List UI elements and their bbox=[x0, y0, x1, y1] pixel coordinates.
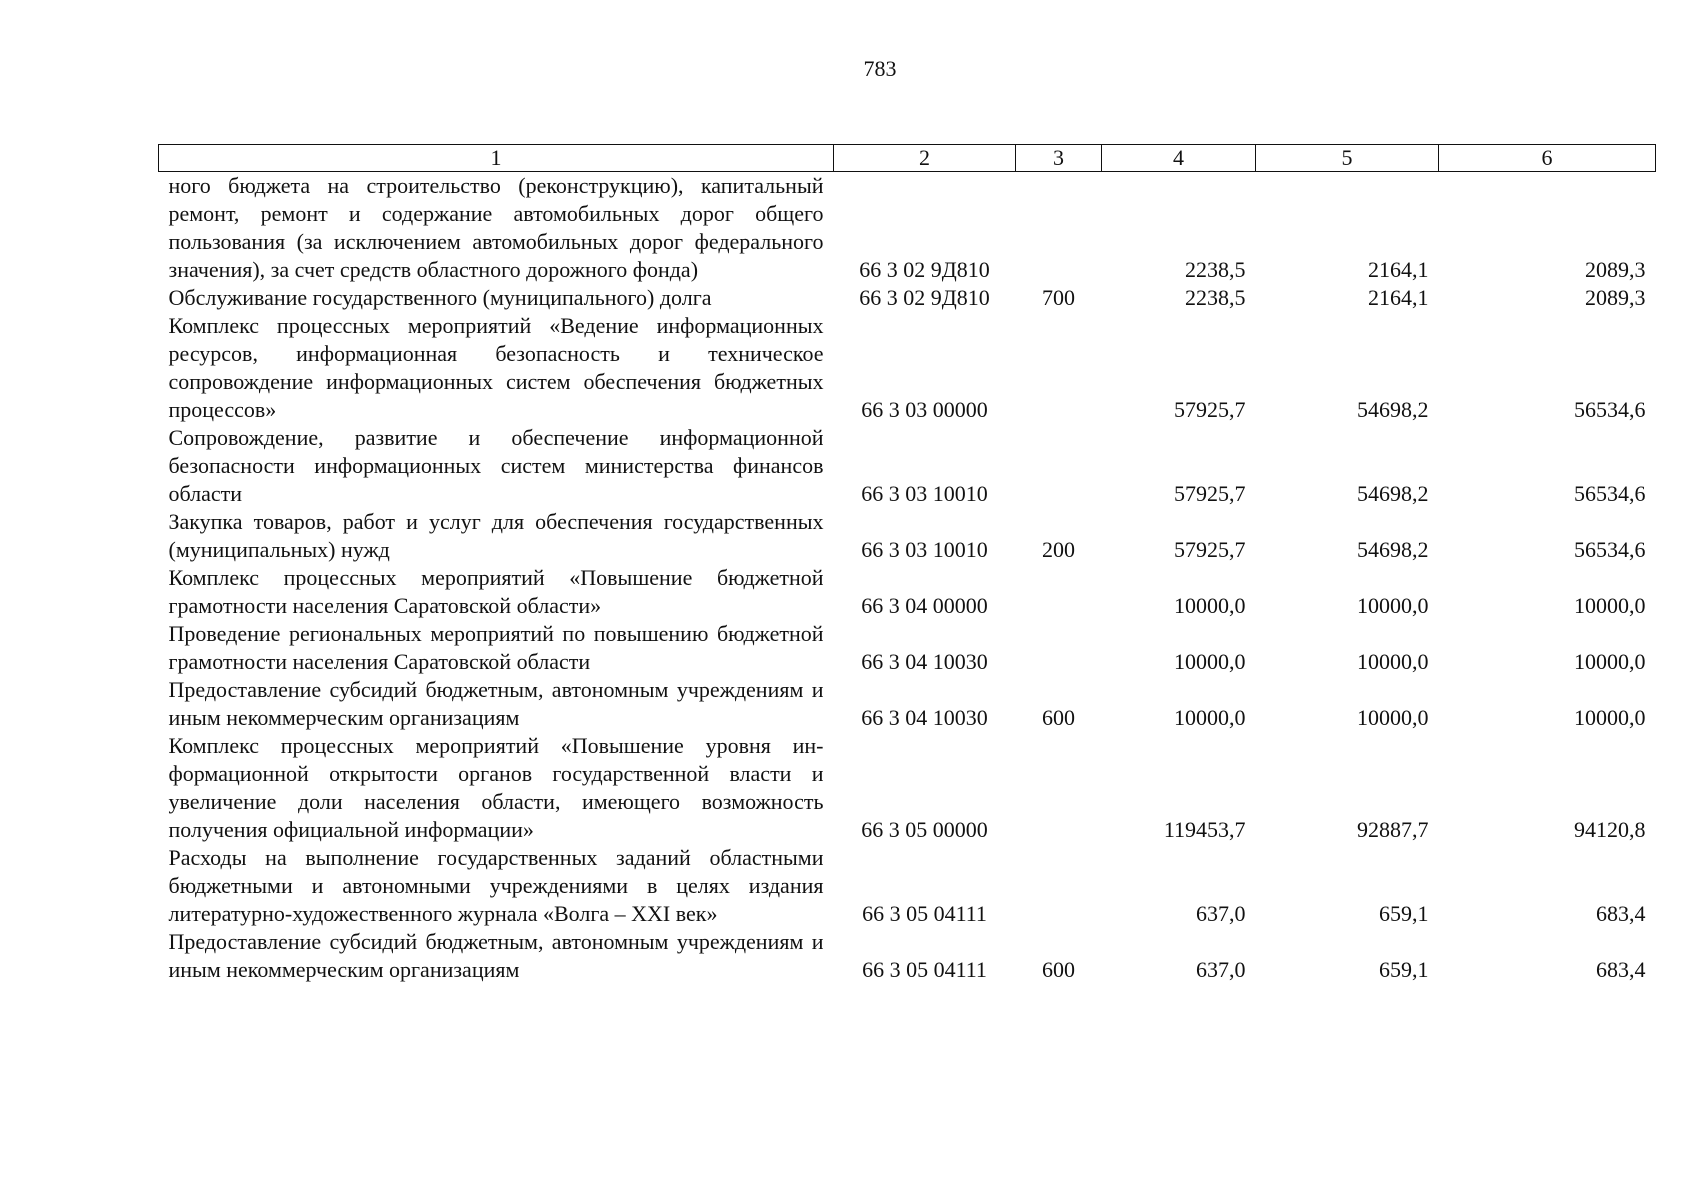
target-code: 66 3 04 10030 bbox=[861, 649, 988, 674]
table-row bbox=[159, 928, 1656, 984]
column-header-2: 2 bbox=[834, 145, 1016, 172]
target-code: 66 3 02 9Д810 bbox=[859, 257, 990, 282]
expense-type bbox=[1016, 172, 1102, 285]
table-row bbox=[159, 732, 1656, 844]
value-col-5: 10000,0 bbox=[1357, 649, 1429, 674]
value-col-4: 57925,7 bbox=[1174, 397, 1246, 422]
value-col-6: 10000,0 bbox=[1574, 593, 1646, 618]
row-name: Сопровождение, развитие и обеспечение информационной безопасности информационных систем министерства финансов области bbox=[168, 425, 824, 506]
value-col-5: 10000,0 bbox=[1357, 705, 1429, 730]
column-header-1: 1 bbox=[159, 145, 834, 172]
value-col-6: 10000,0 bbox=[1574, 649, 1646, 674]
value-col-6: 2089,3 bbox=[1585, 257, 1646, 282]
target-code: 66 3 05 04111 bbox=[862, 957, 987, 982]
value-col-5: 659,1 bbox=[1379, 901, 1429, 926]
target-code: 66 3 03 10010 bbox=[861, 481, 988, 506]
value-col-4: 57925,7 bbox=[1174, 481, 1246, 506]
value-col-6: 56534,6 bbox=[1574, 537, 1646, 562]
table-body bbox=[159, 172, 1656, 985]
row-name: Предоставление субсидий бюджетным, автономным учреждениям и иным некоммерческим организациям bbox=[168, 677, 824, 730]
column-header-4: 4 bbox=[1102, 145, 1256, 172]
value-col-4: 2238,5 bbox=[1185, 257, 1246, 282]
expense-type: 200 bbox=[1042, 537, 1075, 562]
value-col-5: 92887,7 bbox=[1357, 817, 1429, 842]
value-col-6: 683,4 bbox=[1596, 957, 1646, 982]
value-col-6: 56534,6 bbox=[1574, 481, 1646, 506]
value-col-5: 10000,0 bbox=[1357, 593, 1429, 618]
expense-type bbox=[1016, 312, 1102, 424]
row-name: Комплекс процессных мероприятий «Повышение уровня информационной открытости органов государственной власти и увеличение доли населения области, имеющего возможность получения официальной информации» bbox=[168, 733, 824, 842]
expense-type bbox=[1016, 844, 1102, 928]
target-code: 66 3 03 00000 bbox=[861, 397, 988, 422]
value-col-6: 10000,0 bbox=[1574, 705, 1646, 730]
budget-table bbox=[158, 144, 1656, 984]
value-col-4: 10000,0 bbox=[1174, 593, 1246, 618]
table-row bbox=[159, 844, 1656, 928]
expense-type: 600 bbox=[1042, 957, 1075, 982]
expense-type bbox=[1016, 424, 1102, 508]
value-col-5: 54698,2 bbox=[1357, 397, 1429, 422]
page-number: 783 bbox=[863, 56, 897, 81]
row-name: Закупка товаров, работ и услуг для обеспечения государственных (муниципальных) нужд bbox=[168, 509, 824, 562]
row-name: Комплекс процессных мероприятий «Ведение информационных ресурсов, информационная безопасность и техническое сопровождение информационных систем обеспечения бюджетных процессов» bbox=[168, 313, 824, 422]
row-name: Комплекс процессных мероприятий «Повышение бюджетной грамотности населения Саратовской области» bbox=[168, 565, 824, 618]
table-row bbox=[159, 508, 1656, 564]
expense-type bbox=[1016, 564, 1102, 620]
value-col-4: 2238,5 bbox=[1185, 285, 1246, 310]
value-col-4: 57925,7 bbox=[1174, 537, 1246, 562]
row-name: Предоставление субсидий бюджетным, автономным учреждениям и иным некоммерческим организациям bbox=[168, 929, 824, 982]
value-col-4: 637,0 bbox=[1196, 901, 1246, 926]
table-row bbox=[159, 424, 1656, 508]
value-col-6: 683,4 bbox=[1596, 901, 1646, 926]
value-col-5: 54698,2 bbox=[1357, 537, 1429, 562]
expense-type: 700 bbox=[1042, 285, 1075, 310]
value-col-4: 10000,0 bbox=[1174, 705, 1246, 730]
row-name: Расходы на выполнение государственных заданий областными бюджетными и автономными учреждениями в целях издания литературно-художественного журнала «Волга – XXI век» bbox=[168, 845, 824, 926]
row-name: ного бюджета на строительство (реконструкцию), капитальный ремонт, ремонт и содержание автомобильных дорог общего пользования (за исключением автомобильных дорог федерального значения), за счет средств областного дорожного фонда) bbox=[168, 173, 824, 282]
table-row bbox=[159, 312, 1656, 424]
target-code: 66 3 02 9Д810 bbox=[859, 285, 990, 310]
expense-type: 600 bbox=[1042, 705, 1075, 730]
table-row bbox=[159, 620, 1656, 676]
target-code: 66 3 04 10030 bbox=[861, 705, 988, 730]
column-header-3: 3 bbox=[1016, 145, 1102, 172]
value-col-5: 659,1 bbox=[1379, 957, 1429, 982]
row-name: Проведение региональных мероприятий по повышению бюджетной грамотности населения Саратовской области bbox=[168, 621, 824, 674]
target-code: 66 3 05 04111 bbox=[862, 901, 987, 926]
expense-type bbox=[1016, 620, 1102, 676]
target-code: 66 3 05 00000 bbox=[861, 817, 988, 842]
value-col-4: 10000,0 bbox=[1174, 649, 1246, 674]
value-col-5: 54698,2 bbox=[1357, 481, 1429, 506]
header-row bbox=[159, 145, 1656, 172]
value-col-4: 119453,7 bbox=[1163, 817, 1246, 842]
value-col-5: 2164,1 bbox=[1368, 257, 1429, 282]
value-col-6: 94120,8 bbox=[1574, 817, 1646, 842]
column-header-6: 6 bbox=[1439, 145, 1656, 172]
column-header-5: 5 bbox=[1256, 145, 1439, 172]
value-col-5: 2164,1 bbox=[1368, 285, 1429, 310]
row-name: Обслуживание государственного (муниципального) долга bbox=[168, 285, 712, 310]
value-col-6: 56534,6 bbox=[1574, 397, 1646, 422]
target-code: 66 3 04 00000 bbox=[861, 593, 988, 618]
table-row bbox=[159, 172, 1656, 285]
target-code: 66 3 03 10010 bbox=[861, 537, 988, 562]
table-row bbox=[159, 284, 1656, 312]
table-row bbox=[159, 564, 1656, 620]
value-col-4: 637,0 bbox=[1196, 957, 1246, 982]
value-col-6: 2089,3 bbox=[1585, 285, 1646, 310]
expense-type bbox=[1016, 732, 1102, 844]
table-row bbox=[159, 676, 1656, 732]
